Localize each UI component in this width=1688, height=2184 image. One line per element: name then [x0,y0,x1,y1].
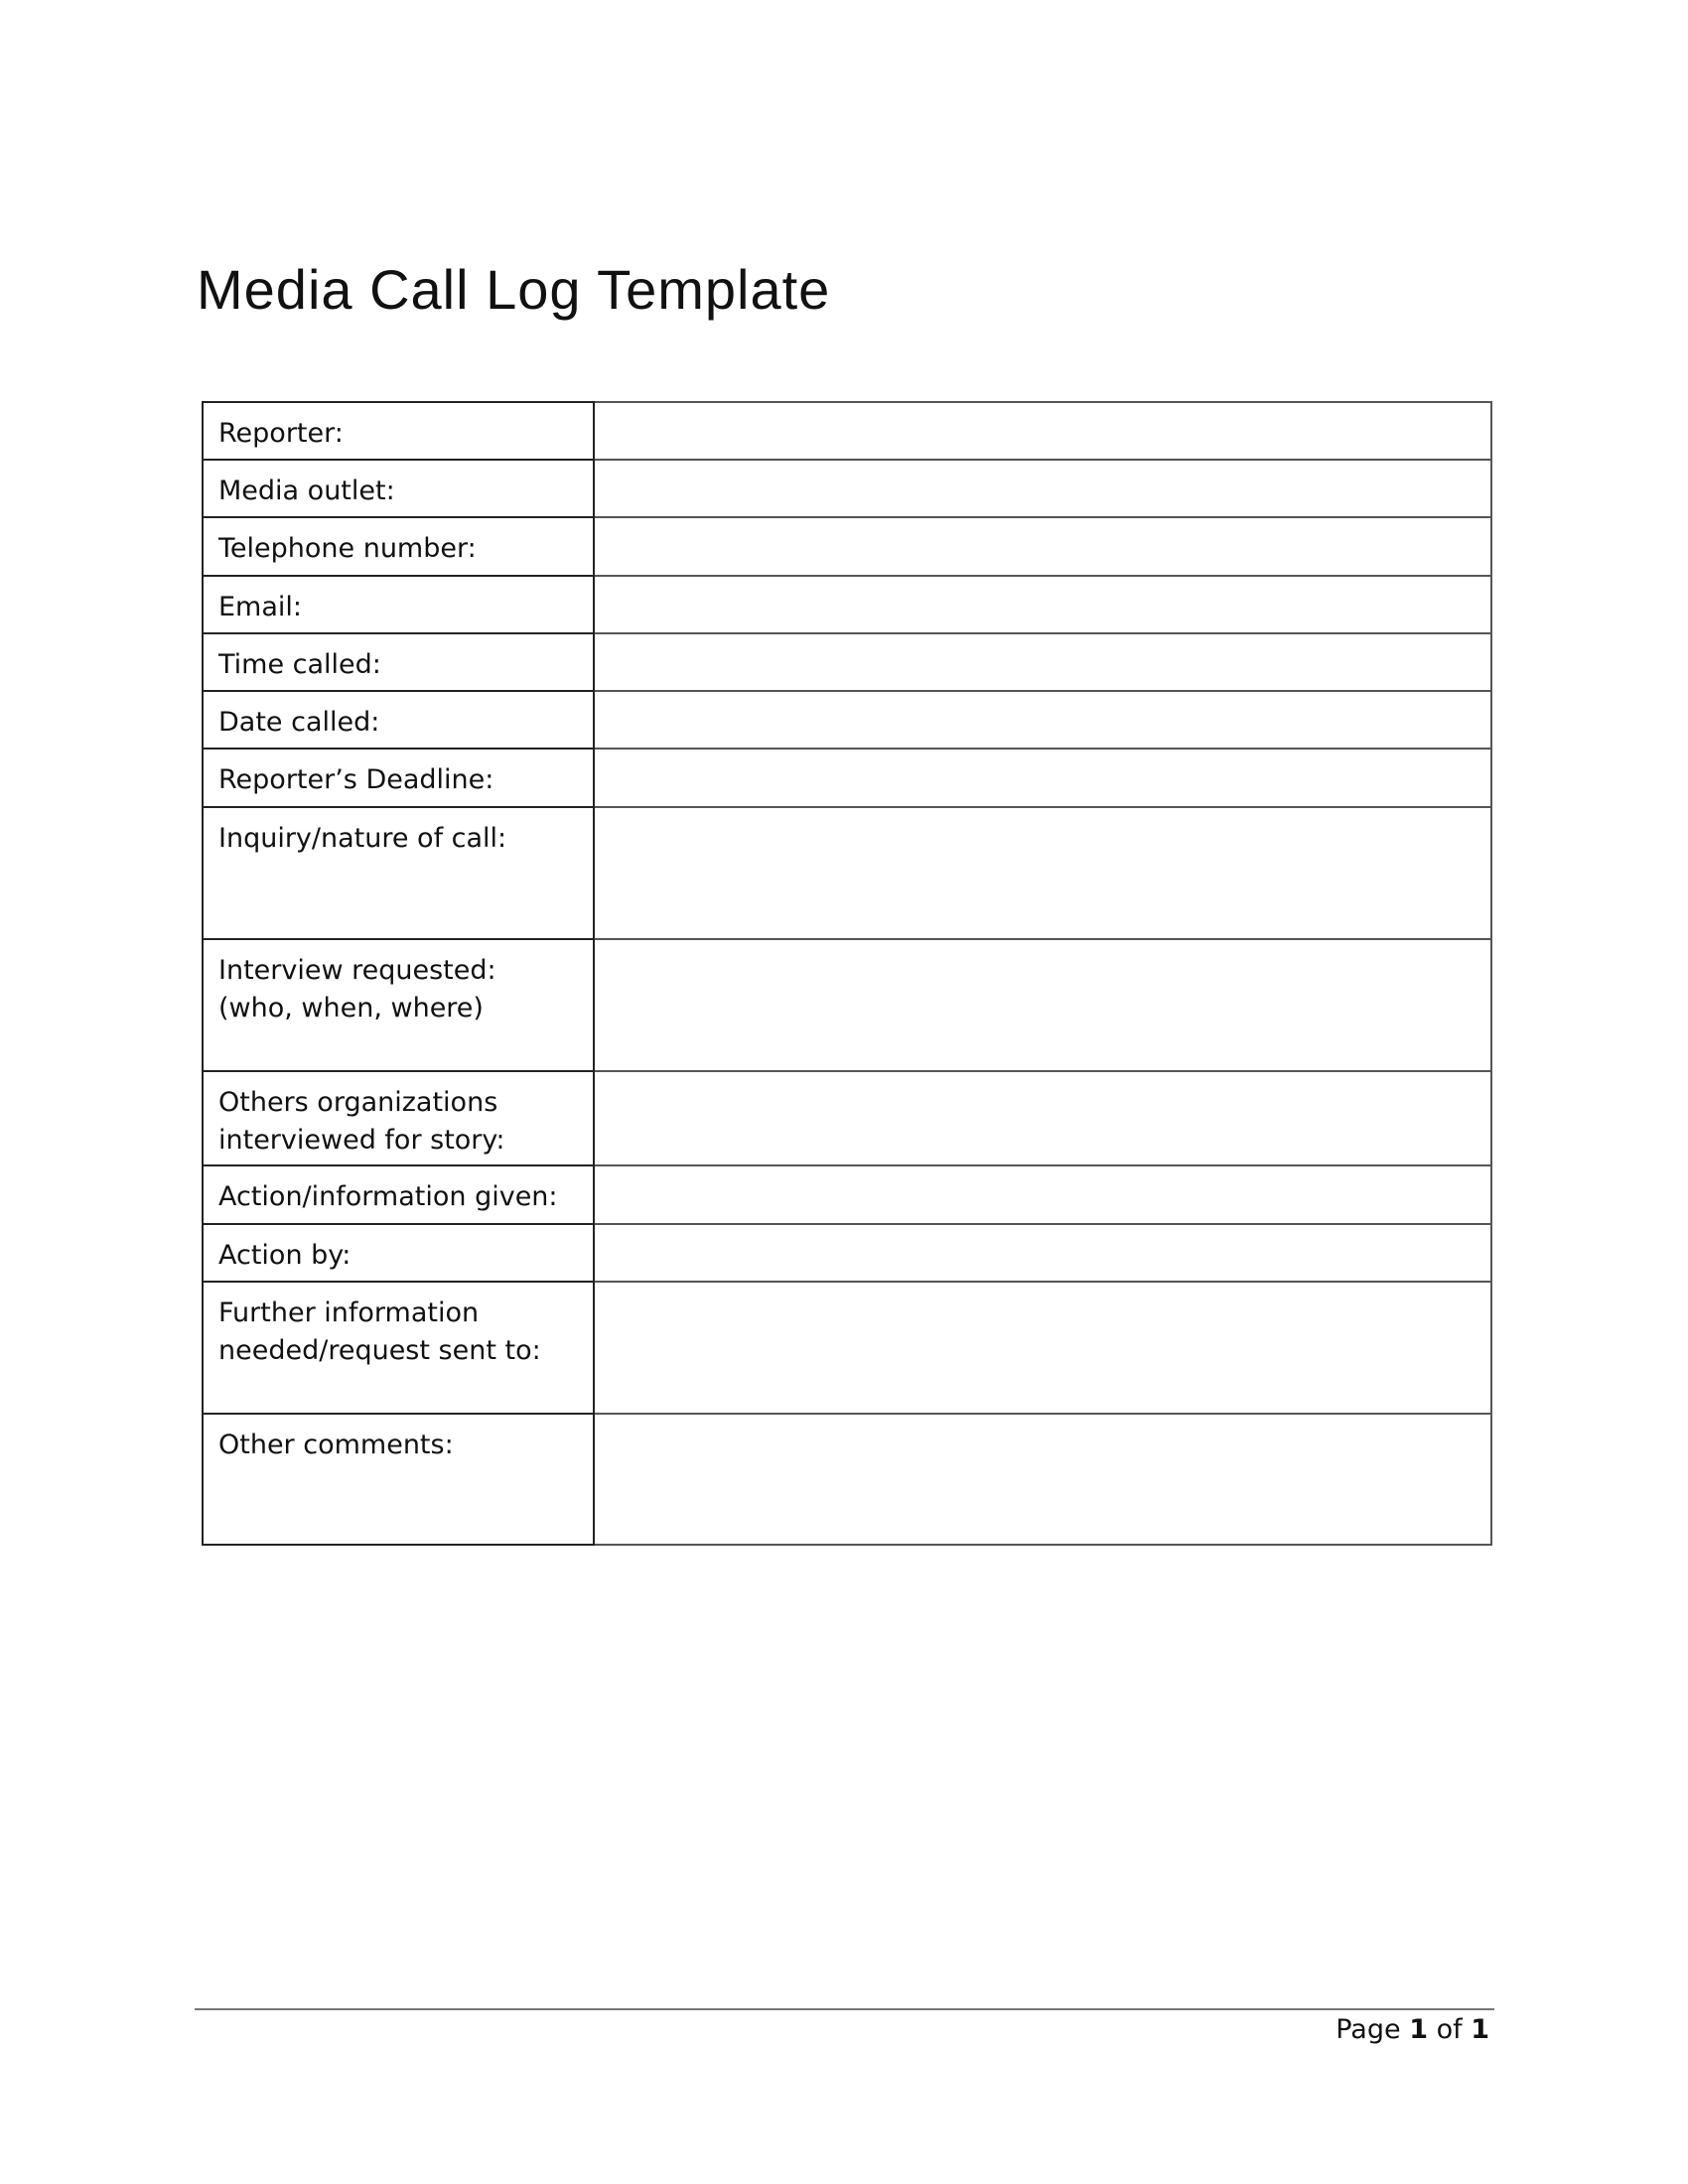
field-label-action-by: Action by: [203,1224,594,1282]
form-row-date-called [203,691,1491,749]
field-value-other-comments[interactable] [594,1414,1491,1545]
form-row-interview-requested [203,939,1491,1071]
media-call-log-form [202,401,1492,1546]
field-label-inquiry-nature-of-call: Inquiry/nature of call: [203,807,594,939]
field-value-other-organizations[interactable] [594,1071,1491,1165]
form-row-media-outlet [203,460,1491,517]
field-label-other-organizations: Others organizations interviewed for story: [203,1071,594,1165]
field-value-action-information-given[interactable] [594,1165,1491,1224]
field-value-time-called[interactable] [594,633,1491,691]
form-row-action-by [203,1224,1491,1282]
field-value-reporters-deadline[interactable] [594,749,1491,807]
field-value-action-by[interactable] [594,1224,1491,1282]
field-value-interview-requested[interactable] [594,939,1491,1071]
form-row-other-organizations [203,1071,1491,1165]
page-word: Page [1336,2014,1401,2045]
field-label-time-called: Time called: [203,633,594,691]
field-value-telephone-number[interactable] [594,517,1491,576]
form-row-time-called [203,633,1491,691]
field-label-date-called: Date called: [203,691,594,749]
field-label-email: Email: [203,576,594,633]
field-label-action-information-given: Action/information given: [203,1165,594,1224]
form-row-other-comments [203,1414,1491,1545]
form-row-email [203,576,1491,633]
form-row-action-information-given [203,1165,1491,1224]
field-label-other-comments: Other comments: [203,1414,594,1545]
field-label-interview-requested: Interview requested: (who, when, where) [203,939,594,1071]
form-row-reporters-deadline [203,749,1491,807]
form-row-telephone-number [203,517,1491,576]
field-value-email[interactable] [594,576,1491,633]
field-label-further-information: Further information needed/request sent to: [203,1282,594,1414]
footer-divider [195,2008,1494,2010]
of-word: of [1436,2014,1463,2045]
field-value-media-outlet[interactable] [594,460,1491,517]
page-title: Media Call Log Template [197,258,831,321]
field-label-reporters-deadline: Reporter’s Deadline: [203,749,594,807]
page-number [1336,2010,1489,2050]
field-label-telephone-number: Telephone number: [203,517,594,576]
total-pages-number: 1 [1471,2014,1489,2045]
field-value-further-information[interactable] [594,1282,1491,1414]
field-label-reporter: Reporter: [203,402,594,460]
form-row-inquiry-nature-of-call [203,807,1491,939]
field-value-date-called[interactable] [594,691,1491,749]
form-row-reporter [203,402,1491,460]
field-value-reporter[interactable] [594,402,1491,460]
current-page-number: 1 [1409,2014,1428,2045]
field-label-media-outlet: Media outlet: [203,460,594,517]
field-value-inquiry-nature-of-call[interactable] [594,807,1491,939]
form-row-further-information [203,1282,1491,1414]
